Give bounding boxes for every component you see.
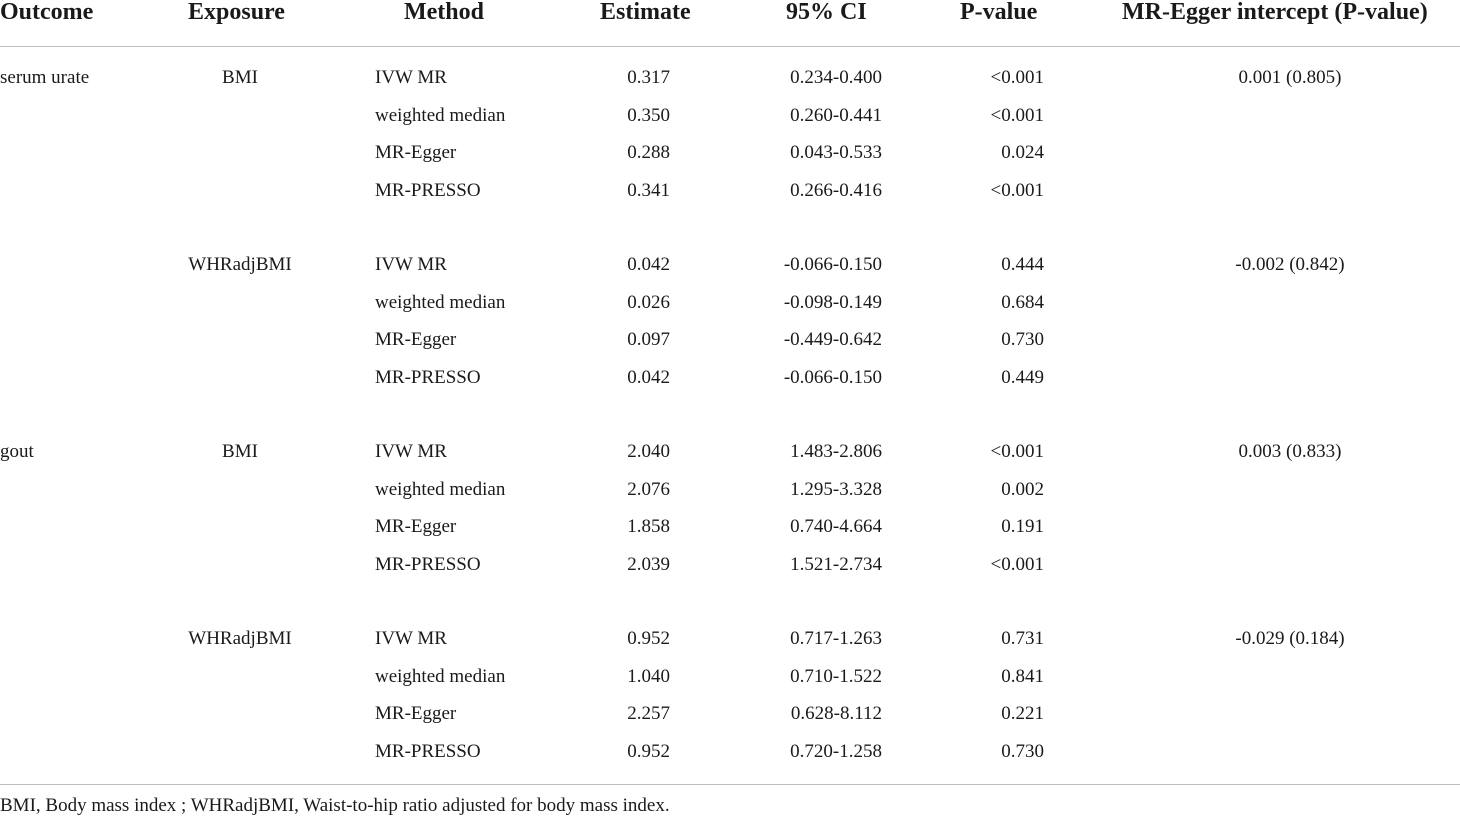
header-exposure: Exposure: [188, 0, 285, 25]
table-body: [0, 47, 1460, 785]
cell-estimate: 2.039: [627, 553, 670, 575]
cell-method: MR-PRESSO: [375, 553, 481, 575]
table-row: [0, 738, 1460, 766]
table-row: [0, 700, 1460, 728]
cell-ci: -0.449-0.642: [783, 329, 882, 350]
cell-outcome: gout: [0, 441, 34, 462]
cell-egger-intercept: 0.001 (0.805): [1238, 67, 1342, 88]
cell-outcome: serum urate: [0, 67, 90, 88]
cell-method: MR-Egger: [375, 329, 457, 350]
header-estimate: Estimate: [600, 0, 691, 25]
cell-method: MR-Egger: [375, 142, 457, 163]
table-row: [0, 663, 1460, 691]
cell-p-value: 0.684: [1001, 291, 1044, 313]
cell-estimate: 0.042: [627, 366, 670, 388]
cell-method: IVW MR: [375, 628, 447, 649]
cell-ci: 0.710-1.522: [790, 665, 882, 687]
cell-method: weighted median: [375, 104, 506, 126]
cell-estimate: 0.952: [627, 628, 670, 649]
table-row: [0, 625, 1460, 653]
header-method: Method: [404, 0, 484, 25]
cell-p-value: <0.001: [990, 179, 1044, 201]
cell-p-value: <0.001: [990, 553, 1044, 575]
cell-p-value: <0.001: [990, 104, 1044, 126]
header-p-value: P-value: [960, 0, 1038, 25]
cell-ci: 0.740-4.664: [790, 516, 882, 537]
cell-method: MR-PRESSO: [375, 179, 481, 201]
cell-p-value: 0.191: [1001, 516, 1044, 537]
cell-ci: 1.483-2.806: [790, 441, 882, 462]
cell-method: weighted median: [375, 665, 506, 687]
table-row: [0, 102, 1460, 130]
cell-egger-intercept: -0.002 (0.842): [1235, 254, 1345, 275]
cell-exposure: BMI: [222, 441, 258, 462]
header-outcome: Outcome: [0, 0, 94, 25]
cell-ci: 0.266-0.416: [790, 179, 882, 201]
cell-estimate: 1.040: [627, 665, 670, 687]
cell-method: IVW MR: [375, 254, 447, 275]
table-row: [0, 289, 1460, 317]
cell-estimate: 0.317: [627, 67, 670, 88]
cell-method: weighted median: [375, 478, 506, 500]
cell-p-value: 0.002: [1001, 478, 1044, 500]
cell-method: MR-PRESSO: [375, 366, 481, 388]
cell-method: weighted median: [375, 291, 506, 313]
cell-p-value: 0.730: [1001, 329, 1044, 350]
cell-estimate: 0.952: [627, 740, 670, 762]
table-row: [0, 251, 1460, 279]
cell-ci: -0.098-0.149: [783, 291, 882, 313]
cell-method: MR-Egger: [375, 703, 457, 724]
cell-p-value: <0.001: [990, 67, 1044, 88]
cell-estimate: 2.076: [627, 478, 670, 500]
table-row: [0, 438, 1460, 466]
table-row: [0, 551, 1460, 579]
cell-estimate: 2.040: [627, 441, 670, 462]
cell-ci: 0.717-1.263: [790, 628, 882, 649]
cell-p-value: 0.024: [1001, 142, 1044, 163]
cell-p-value: 0.841: [1001, 665, 1044, 687]
cell-estimate: 0.097: [627, 329, 670, 350]
cell-ci: 0.234-0.400: [790, 67, 882, 88]
table-row: [0, 177, 1460, 205]
cell-estimate: 0.026: [627, 291, 670, 313]
cell-estimate: 0.288: [627, 142, 670, 163]
cell-method: IVW MR: [375, 67, 447, 88]
table-row: [0, 476, 1460, 504]
cell-exposure: WHRadjBMI: [188, 628, 292, 649]
cell-method: MR-PRESSO: [375, 740, 481, 762]
cell-ci: -0.066-0.150: [783, 254, 882, 275]
cell-estimate: 0.350: [627, 104, 670, 126]
cell-p-value: 0.730: [1001, 740, 1044, 762]
cell-exposure: WHRadjBMI: [188, 254, 292, 275]
cell-p-value: 0.449: [1001, 366, 1044, 388]
header-egger-intercept: MR-Egger intercept (P-value): [1122, 0, 1428, 25]
table-row: [0, 364, 1460, 392]
cell-ci: 0.260-0.441: [790, 104, 882, 126]
cell-p-value: 0.444: [1001, 254, 1044, 275]
cell-method: IVW MR: [375, 441, 447, 462]
cell-ci: 1.295-3.328: [790, 478, 882, 500]
cell-p-value: 0.221: [1001, 703, 1044, 724]
cell-estimate: 0.341: [627, 179, 670, 201]
cell-exposure: BMI: [222, 67, 258, 88]
cell-ci: 0.628-8.112: [790, 703, 882, 724]
table-footnote: BMI, Body mass index ; WHRadjBMI, Waist-to-hip ratio adjusted for body mass index.: [0, 795, 670, 816]
cell-estimate: 2.257: [627, 703, 670, 724]
footer-divider: [0, 784, 1460, 785]
table-row: [0, 513, 1460, 541]
table-row: [0, 139, 1460, 167]
cell-ci: 1.521-2.734: [790, 553, 882, 575]
header-ci: 95% CI: [786, 0, 867, 25]
cell-p-value: <0.001: [990, 441, 1044, 462]
cell-egger-intercept: 0.003 (0.833): [1238, 441, 1342, 462]
table-header: [0, 0, 1460, 47]
cell-ci: -0.066-0.150: [783, 366, 882, 388]
cell-egger-intercept: -0.029 (0.184): [1235, 628, 1345, 649]
cell-ci: 0.043-0.533: [790, 142, 882, 163]
table-row: [0, 326, 1460, 354]
cell-estimate: 1.858: [627, 516, 670, 537]
cell-method: MR-Egger: [375, 516, 457, 537]
cell-p-value: 0.731: [1001, 628, 1044, 649]
table-row: [0, 64, 1460, 92]
cell-estimate: 0.042: [627, 254, 670, 275]
cell-ci: 0.720-1.258: [790, 740, 882, 762]
